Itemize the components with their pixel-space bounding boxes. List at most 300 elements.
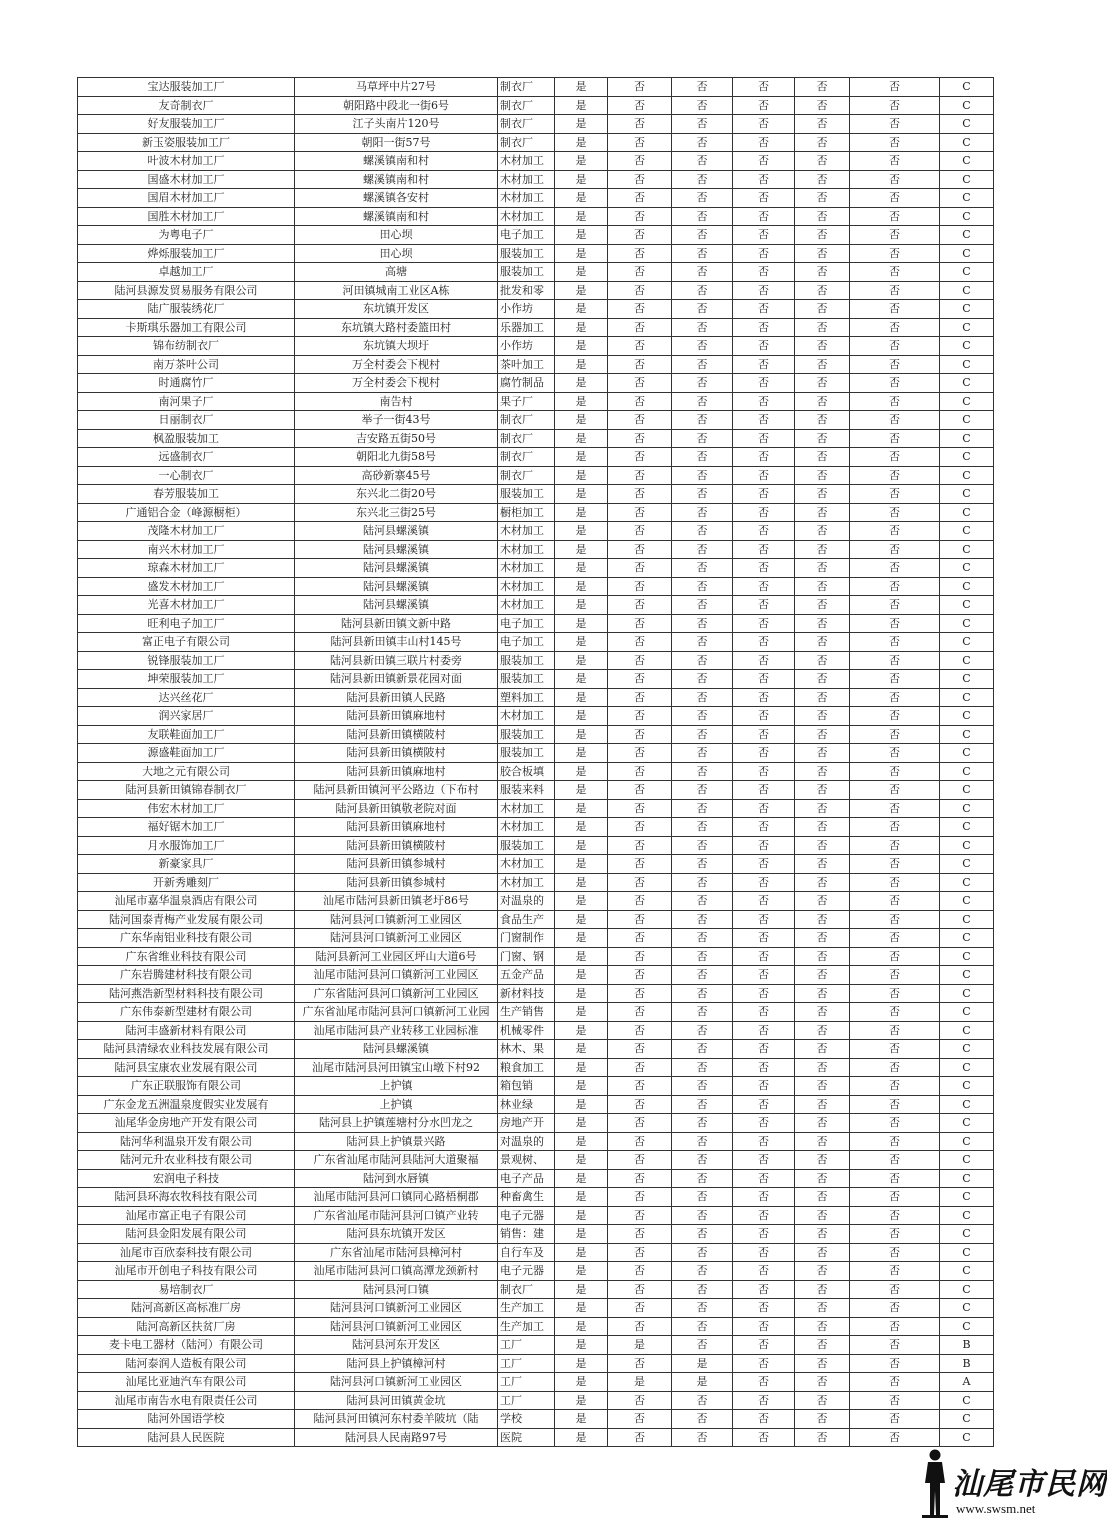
cell-flag-3: 否 <box>672 836 733 855</box>
cell-flag-6: 否 <box>850 633 940 652</box>
cell-flag-1: 是 <box>555 448 608 467</box>
cell-risk-level: C <box>940 707 994 726</box>
cell-flag-5: 否 <box>795 281 850 300</box>
table-row <box>78 577 994 596</box>
cell-flag-2: 否 <box>608 1391 672 1410</box>
cell-flag-3: 否 <box>672 1336 733 1355</box>
cell-industry: 粮食加工 <box>498 1058 555 1077</box>
cell-flag-4: 否 <box>733 836 795 855</box>
cell-risk-level: C <box>940 300 994 319</box>
cell-address: 陆河县新田镇麻地村 <box>295 762 498 781</box>
cell-address: 举子一街43号 <box>295 411 498 430</box>
cell-flag-4: 否 <box>733 596 795 615</box>
table-row <box>78 1428 994 1447</box>
cell-address: 广东省陆河县河口镇新河工业园区 <box>295 984 498 1003</box>
cell-address: 广东省汕尾市陆河县陆河大道聚福 <box>295 1151 498 1170</box>
cell-address: 陆河县河口镇新河工业园区 <box>295 1317 498 1336</box>
cell-risk-level: C <box>940 910 994 929</box>
cell-flag-5: 否 <box>795 947 850 966</box>
cell-address: 朝阳路中段北一街6号 <box>295 96 498 115</box>
cell-industry: 自行车及 <box>498 1243 555 1262</box>
table-row <box>78 688 994 707</box>
cell-company-name: 陆河华利温泉开发有限公司 <box>78 1132 295 1151</box>
cell-flag-6: 否 <box>850 318 940 337</box>
table-row <box>78 263 994 282</box>
table-row <box>78 189 994 208</box>
cell-industry: 制衣厂 <box>498 1280 555 1299</box>
cell-address: 朝阳北九街58号 <box>295 448 498 467</box>
cell-industry: 塑料加工 <box>498 688 555 707</box>
cell-flag-1: 是 <box>555 263 608 282</box>
cell-industry: 工厂 <box>498 1354 555 1373</box>
cell-flag-4: 否 <box>733 892 795 911</box>
cell-flag-2: 否 <box>608 1114 672 1133</box>
cell-flag-3: 否 <box>672 762 733 781</box>
cell-flag-5: 否 <box>795 1225 850 1244</box>
cell-flag-3: 否 <box>672 392 733 411</box>
table-row <box>78 152 994 171</box>
cell-risk-level: C <box>940 429 994 448</box>
cell-flag-6: 否 <box>850 115 940 134</box>
cell-industry: 木材加工 <box>498 873 555 892</box>
cell-flag-2: 否 <box>608 1132 672 1151</box>
cell-flag-1: 是 <box>555 318 608 337</box>
cell-flag-4: 否 <box>733 1151 795 1170</box>
cell-company-name: 叶波木材加工厂 <box>78 152 295 171</box>
cell-flag-4: 否 <box>733 300 795 319</box>
cell-company-name: 陆河县新田镇锦春制衣厂 <box>78 781 295 800</box>
cell-flag-3: 否 <box>672 263 733 282</box>
cell-risk-level: C <box>940 503 994 522</box>
cell-flag-6: 否 <box>850 1169 940 1188</box>
cell-company-name: 烨烁服装加工厂 <box>78 244 295 263</box>
cell-address: 高砂新寨45号 <box>295 466 498 485</box>
table-row <box>78 725 994 744</box>
cell-industry: 五金产品 <box>498 966 555 985</box>
cell-flag-5: 否 <box>795 1243 850 1262</box>
cell-flag-5: 否 <box>795 466 850 485</box>
table-row <box>78 1169 994 1188</box>
cell-flag-4: 否 <box>733 1114 795 1133</box>
cell-flag-3: 否 <box>672 1206 733 1225</box>
cell-address: 上护镇 <box>295 1095 498 1114</box>
cell-flag-5: 否 <box>795 984 850 1003</box>
cell-risk-level: C <box>940 947 994 966</box>
cell-flag-4: 否 <box>733 873 795 892</box>
table-row <box>78 281 994 300</box>
cell-industry: 电子元器 <box>498 1262 555 1281</box>
cell-flag-6: 否 <box>850 1243 940 1262</box>
cell-flag-6: 否 <box>850 799 940 818</box>
cell-flag-3: 否 <box>672 1114 733 1133</box>
cell-flag-4: 否 <box>733 1410 795 1429</box>
cell-risk-level: C <box>940 411 994 430</box>
cell-company-name: 达兴丝花厂 <box>78 688 295 707</box>
cell-flag-4: 否 <box>733 1336 795 1355</box>
cell-flag-4: 否 <box>733 115 795 134</box>
cell-flag-6: 否 <box>850 1410 940 1429</box>
cell-flag-6: 否 <box>850 1021 940 1040</box>
cell-address: 螺溪镇各安村 <box>295 189 498 208</box>
cell-flag-1: 是 <box>555 1151 608 1170</box>
table-row <box>78 522 994 541</box>
cell-industry: 医院 <box>498 1428 555 1447</box>
cell-risk-level: C <box>940 836 994 855</box>
table-row <box>78 170 994 189</box>
cell-flag-5: 否 <box>795 355 850 374</box>
cell-flag-2: 否 <box>608 152 672 171</box>
cell-flag-4: 否 <box>733 152 795 171</box>
table-row <box>78 1410 994 1429</box>
cell-company-name: 一心制衣厂 <box>78 466 295 485</box>
cell-flag-1: 是 <box>555 1280 608 1299</box>
cell-risk-level: C <box>940 78 994 97</box>
cell-industry: 木材加工 <box>498 559 555 578</box>
cell-flag-2: 否 <box>608 300 672 319</box>
cell-flag-6: 否 <box>850 1391 940 1410</box>
cell-company-name: 广通铝合金（峰源橱柜） <box>78 503 295 522</box>
cell-industry: 木材加工 <box>498 799 555 818</box>
table-row <box>78 448 994 467</box>
cell-flag-5: 否 <box>795 1021 850 1040</box>
cell-flag-6: 否 <box>850 984 940 1003</box>
cell-flag-1: 是 <box>555 170 608 189</box>
cell-flag-3: 否 <box>672 1428 733 1447</box>
cell-flag-2: 否 <box>608 1225 672 1244</box>
cell-flag-3: 否 <box>672 281 733 300</box>
cell-flag-1: 是 <box>555 1391 608 1410</box>
cell-flag-1: 是 <box>555 596 608 615</box>
cell-flag-5: 否 <box>795 96 850 115</box>
cell-flag-6: 否 <box>850 133 940 152</box>
cell-flag-5: 否 <box>795 411 850 430</box>
cell-industry: 机械零件 <box>498 1021 555 1040</box>
cell-flag-3: 否 <box>672 1095 733 1114</box>
table-row <box>78 337 994 356</box>
cell-flag-5: 否 <box>795 115 850 134</box>
table-row <box>78 1151 994 1170</box>
cell-risk-level: C <box>940 226 994 245</box>
cell-flag-3: 否 <box>672 78 733 97</box>
cell-risk-level: C <box>940 873 994 892</box>
cell-flag-1: 是 <box>555 781 608 800</box>
cell-address: 陆河县人民南路97号 <box>295 1428 498 1447</box>
cell-company-name: 福好锯木加工厂 <box>78 818 295 837</box>
cell-flag-4: 否 <box>733 1132 795 1151</box>
cell-company-name: 麦卡电工器材（陆河）有限公司 <box>78 1336 295 1355</box>
cell-flag-1: 是 <box>555 1206 608 1225</box>
cell-address: 陆河县东坑镇开发区 <box>295 1225 498 1244</box>
cell-flag-5: 否 <box>795 1280 850 1299</box>
cell-flag-2: 是 <box>608 1336 672 1355</box>
cell-flag-5: 否 <box>795 799 850 818</box>
cell-flag-3: 否 <box>672 96 733 115</box>
cell-company-name: 润兴家居厂 <box>78 707 295 726</box>
table-row <box>78 226 994 245</box>
cell-flag-6: 否 <box>850 78 940 97</box>
cell-address: 陆河县新田镇新景花园对面 <box>295 670 498 689</box>
cell-address: 陆河县上护镇景兴路 <box>295 1132 498 1151</box>
cell-flag-6: 否 <box>850 836 940 855</box>
cell-flag-5: 否 <box>795 1262 850 1281</box>
cell-address: 东坑镇大坝圩 <box>295 337 498 356</box>
cell-flag-6: 否 <box>850 281 940 300</box>
cell-flag-5: 否 <box>795 892 850 911</box>
cell-industry: 服装加工 <box>498 670 555 689</box>
cell-company-name: 广东省维业科技有限公司 <box>78 947 295 966</box>
cell-company-name: 坤荣服装加工厂 <box>78 670 295 689</box>
cell-flag-3: 否 <box>672 1003 733 1022</box>
table-row <box>78 244 994 263</box>
cell-flag-5: 否 <box>795 429 850 448</box>
cell-flag-2: 否 <box>608 1188 672 1207</box>
cell-address: 田心坝 <box>295 226 498 245</box>
table-row <box>78 744 994 763</box>
cell-flag-5: 否 <box>795 263 850 282</box>
cell-industry: 腐竹制品 <box>498 374 555 393</box>
cell-flag-1: 是 <box>555 485 608 504</box>
cell-flag-2: 否 <box>608 892 672 911</box>
cell-flag-2: 否 <box>608 78 672 97</box>
cell-flag-4: 否 <box>733 1262 795 1281</box>
cell-risk-level: C <box>940 1317 994 1336</box>
cell-risk-level: C <box>940 485 994 504</box>
cell-address: 陆河县螺溪镇 <box>295 577 498 596</box>
cell-flag-2: 否 <box>608 910 672 929</box>
cell-company-name: 汕尾市开创电子科技有限公司 <box>78 1262 295 1281</box>
cell-flag-4: 否 <box>733 651 795 670</box>
cell-flag-6: 否 <box>850 762 940 781</box>
cell-flag-3: 否 <box>672 929 733 948</box>
cell-flag-3: 否 <box>672 244 733 263</box>
cell-industry: 乐器加工 <box>498 318 555 337</box>
cell-industry: 生产加工 <box>498 1317 555 1336</box>
cell-flag-1: 是 <box>555 522 608 541</box>
cell-flag-1: 是 <box>555 1169 608 1188</box>
cell-flag-1: 是 <box>555 281 608 300</box>
table-row <box>78 1132 994 1151</box>
cell-flag-1: 是 <box>555 1410 608 1429</box>
cell-company-name: 汕尾市嘉华温泉酒店有限公司 <box>78 892 295 911</box>
cell-flag-6: 否 <box>850 1428 940 1447</box>
table-row <box>78 1262 994 1281</box>
cell-company-name: 宝达服装加工厂 <box>78 78 295 97</box>
cell-address: 陆河县河口镇新河工业园区 <box>295 910 498 929</box>
cell-industry: 新材料技 <box>498 984 555 1003</box>
cell-flag-5: 否 <box>795 1391 850 1410</box>
cell-industry: 学校 <box>498 1410 555 1429</box>
cell-industry: 木材加工 <box>498 207 555 226</box>
cell-flag-6: 否 <box>850 392 940 411</box>
cell-flag-5: 否 <box>795 1040 850 1059</box>
cell-company-name: 国眉木材加工厂 <box>78 189 295 208</box>
cell-flag-4: 否 <box>733 1206 795 1225</box>
cell-company-name: 旺利电子加工厂 <box>78 614 295 633</box>
cell-flag-3: 否 <box>672 485 733 504</box>
cell-flag-5: 否 <box>795 1188 850 1207</box>
cell-flag-5: 否 <box>795 522 850 541</box>
table-row <box>78 762 994 781</box>
cell-flag-1: 是 <box>555 115 608 134</box>
cell-flag-4: 否 <box>733 448 795 467</box>
cell-flag-1: 是 <box>555 744 608 763</box>
cell-industry: 销售：建 <box>498 1225 555 1244</box>
cell-flag-5: 否 <box>795 374 850 393</box>
cell-flag-5: 否 <box>795 744 850 763</box>
cell-risk-level: C <box>940 1021 994 1040</box>
cell-risk-level: C <box>940 189 994 208</box>
cell-flag-6: 否 <box>850 263 940 282</box>
cell-flag-2: 否 <box>608 1058 672 1077</box>
cell-company-name: 南万茶叶公司 <box>78 355 295 374</box>
cell-flag-5: 否 <box>795 170 850 189</box>
cell-flag-2: 否 <box>608 96 672 115</box>
cell-flag-1: 是 <box>555 189 608 208</box>
cell-flag-1: 是 <box>555 244 608 263</box>
cell-company-name: 陆河县金阳发展有限公司 <box>78 1225 295 1244</box>
cell-risk-level: C <box>940 263 994 282</box>
cell-flag-1: 是 <box>555 1058 608 1077</box>
table-row <box>78 670 994 689</box>
cell-industry: 木材加工 <box>498 522 555 541</box>
cell-address: 汕尾市陆河县河口镇新河工业园区 <box>295 966 498 985</box>
cell-address: 东坑镇大路村委篮田村 <box>295 318 498 337</box>
cell-flag-2: 否 <box>608 1317 672 1336</box>
cell-company-name: 陆广服装绣花厂 <box>78 300 295 319</box>
cell-flag-4: 否 <box>733 411 795 430</box>
cell-address: 陆河县新田镇人民路 <box>295 688 498 707</box>
table-row <box>78 300 994 319</box>
cell-flag-5: 否 <box>795 1336 850 1355</box>
cell-flag-6: 否 <box>850 744 940 763</box>
cell-risk-level: C <box>940 762 994 781</box>
cell-flag-4: 否 <box>733 78 795 97</box>
cell-company-name: 时通腐竹厂 <box>78 374 295 393</box>
cell-risk-level: C <box>940 559 994 578</box>
cell-risk-level: C <box>940 1003 994 1022</box>
cell-risk-level: C <box>940 466 994 485</box>
cell-flag-4: 否 <box>733 337 795 356</box>
cell-flag-6: 否 <box>850 466 940 485</box>
cell-risk-level: C <box>940 1095 994 1114</box>
cell-flag-1: 是 <box>555 1040 608 1059</box>
cell-flag-2: 否 <box>608 1077 672 1096</box>
cell-flag-6: 否 <box>850 522 940 541</box>
cell-industry: 胶合板填 <box>498 762 555 781</box>
cell-industry: 服装加工 <box>498 485 555 504</box>
cell-flag-5: 否 <box>795 614 850 633</box>
cell-flag-6: 否 <box>850 1151 940 1170</box>
cell-flag-4: 否 <box>733 355 795 374</box>
cell-flag-3: 否 <box>672 318 733 337</box>
cell-address: 螺溪镇南和村 <box>295 207 498 226</box>
table-row <box>78 892 994 911</box>
cell-flag-5: 否 <box>795 1132 850 1151</box>
cell-flag-6: 否 <box>850 96 940 115</box>
cell-flag-2: 否 <box>608 281 672 300</box>
cell-flag-5: 否 <box>795 1410 850 1429</box>
cell-flag-6: 否 <box>850 1317 940 1336</box>
table-row <box>78 1188 994 1207</box>
cell-flag-6: 否 <box>850 892 940 911</box>
table-row <box>78 966 994 985</box>
cell-company-name: 陆河元升农业科技有限公司 <box>78 1151 295 1170</box>
cell-flag-5: 否 <box>795 725 850 744</box>
cell-company-name: 陆河高新区扶贫厂房 <box>78 1317 295 1336</box>
cell-address: 田心坝 <box>295 244 498 263</box>
cell-flag-3: 否 <box>672 688 733 707</box>
cell-flag-5: 否 <box>795 762 850 781</box>
cell-flag-4: 否 <box>733 1428 795 1447</box>
cell-flag-3: 否 <box>672 1317 733 1336</box>
cell-flag-5: 否 <box>795 503 850 522</box>
cell-flag-2: 否 <box>608 633 672 652</box>
cell-flag-5: 否 <box>795 244 850 263</box>
cell-flag-1: 是 <box>555 96 608 115</box>
cell-flag-4: 否 <box>733 947 795 966</box>
cell-risk-level: C <box>940 133 994 152</box>
table-row <box>78 1077 994 1096</box>
cell-company-name: 新豪家具厂 <box>78 855 295 874</box>
cell-company-name: 友联鞋面加工厂 <box>78 725 295 744</box>
cell-risk-level: C <box>940 1280 994 1299</box>
cell-flag-3: 否 <box>672 1299 733 1318</box>
cell-flag-1: 是 <box>555 799 608 818</box>
cell-address: 广东省汕尾市陆河县河口镇新河工业园 <box>295 1003 498 1022</box>
cell-address: 陆河到水唇镇 <box>295 1169 498 1188</box>
cell-flag-5: 否 <box>795 873 850 892</box>
cell-flag-5: 否 <box>795 540 850 559</box>
cell-risk-level: C <box>940 577 994 596</box>
cell-flag-5: 否 <box>795 485 850 504</box>
cell-flag-2: 否 <box>608 744 672 763</box>
cell-flag-2: 否 <box>608 466 672 485</box>
cell-flag-4: 否 <box>733 429 795 448</box>
cell-company-name: 陆河县源发贸易服务有限公司 <box>78 281 295 300</box>
cell-company-name: 陆河县宝康农业发展有限公司 <box>78 1058 295 1077</box>
cell-flag-6: 否 <box>850 1299 940 1318</box>
cell-flag-4: 否 <box>733 244 795 263</box>
watermark-title: 汕尾市民网 <box>952 1467 1107 1502</box>
table-row <box>78 1114 994 1133</box>
cell-flag-6: 否 <box>850 1040 940 1059</box>
cell-flag-2: 否 <box>608 855 672 874</box>
cell-flag-1: 是 <box>555 226 608 245</box>
cell-flag-3: 否 <box>672 170 733 189</box>
cell-industry: 制衣厂 <box>498 133 555 152</box>
cell-industry: 木材加工 <box>498 189 555 208</box>
cell-company-name: 新玉姿服装加工厂 <box>78 133 295 152</box>
cell-flag-4: 否 <box>733 1280 795 1299</box>
cell-flag-3: 否 <box>672 799 733 818</box>
cell-flag-3: 否 <box>672 651 733 670</box>
cell-flag-6: 否 <box>850 688 940 707</box>
cell-flag-5: 否 <box>795 781 850 800</box>
cell-risk-level: C <box>940 966 994 985</box>
cell-flag-4: 否 <box>733 1354 795 1373</box>
cell-company-name: 南河果子厂 <box>78 392 295 411</box>
cell-flag-4: 否 <box>733 1021 795 1040</box>
cell-flag-5: 否 <box>795 559 850 578</box>
cell-flag-3: 否 <box>672 670 733 689</box>
cell-flag-6: 否 <box>850 1132 940 1151</box>
cell-flag-3: 否 <box>672 947 733 966</box>
cell-flag-5: 否 <box>795 337 850 356</box>
cell-flag-3: 否 <box>672 855 733 874</box>
cell-industry: 制衣厂 <box>498 429 555 448</box>
cell-risk-level: B <box>940 1336 994 1355</box>
standing-figure-icon <box>918 1447 952 1519</box>
